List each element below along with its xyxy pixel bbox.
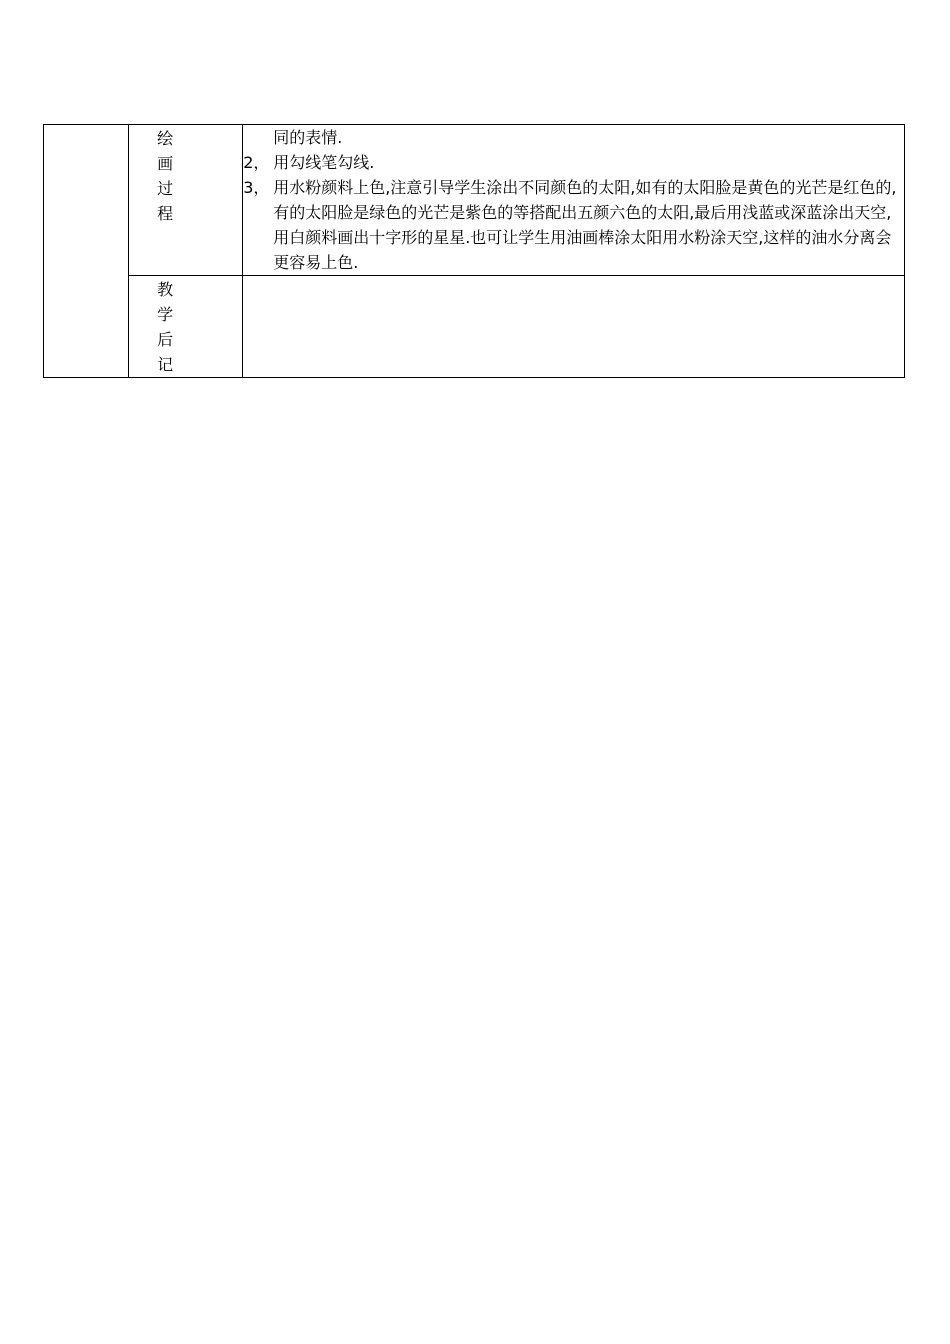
- continued-text: 同的表情.: [273, 128, 343, 147]
- teaching-notes-content: [243, 276, 905, 378]
- label-char: 学: [157, 305, 174, 324]
- drawing-process-label: [129, 125, 242, 226]
- step-item: [243, 150, 904, 175]
- drawing-process-label-cell: [129, 125, 243, 276]
- teaching-notes-label-cell: [129, 276, 243, 378]
- label-char: 画: [157, 154, 174, 173]
- drawing-process-row: [44, 125, 905, 276]
- lesson-plan-table: [43, 124, 905, 378]
- drawing-process-content: [243, 125, 905, 276]
- label-char: 绘: [157, 129, 174, 148]
- step-text: 用水粉颜料上色,注意引导学生涂出不同颜色的太阳,如有的太阳脸是黄色的光芒是红色的,有的太阳脸是绿色的光芒是紫色的等搭配出五颜六色的太阳,最后用浅蓝或深蓝涂出天空,用白颜料画出十字形的星星.也可让学生用油画棒涂太阳用水粉涂天空,这样的油水分离会更容易上色.: [273, 178, 897, 272]
- label-char: 后: [157, 330, 174, 349]
- label-char: 过: [157, 179, 174, 198]
- step-number: 3，: [243, 178, 270, 197]
- teaching-notes-row: [44, 276, 905, 378]
- label-char: 记: [157, 355, 174, 374]
- blank-left-cell: [44, 125, 129, 378]
- step-item: [243, 175, 904, 275]
- step-number: 2，: [243, 153, 270, 172]
- teaching-notes-label: [129, 276, 242, 377]
- label-char: 教: [157, 280, 174, 299]
- step-text: 用勾线笔勾线.: [273, 153, 375, 172]
- label-char: 程: [157, 204, 174, 223]
